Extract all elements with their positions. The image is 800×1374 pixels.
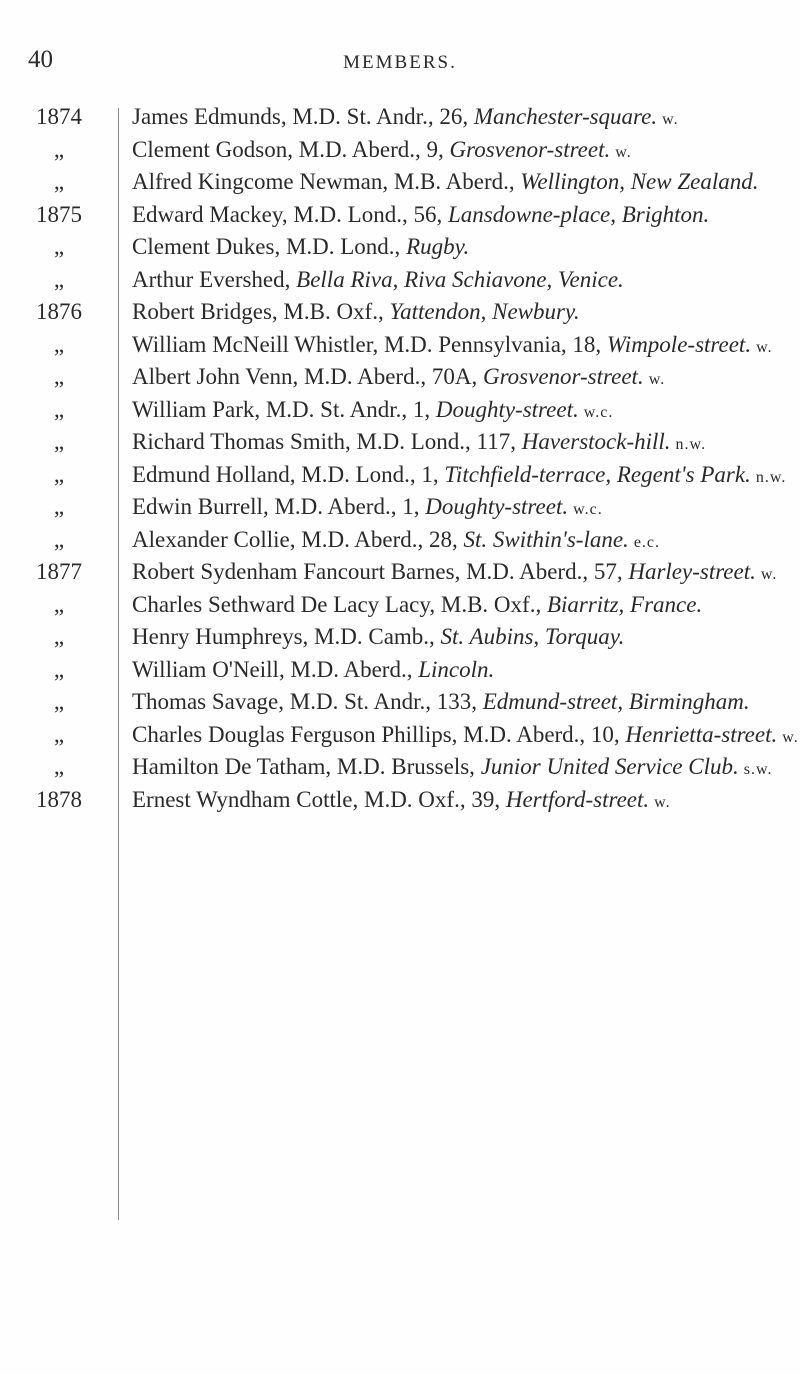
member-text (132, 752, 800, 785)
member-entry (0, 167, 800, 200)
member-entry (0, 362, 800, 395)
member-entry (0, 525, 800, 558)
member-address: Doughty-street. (435, 396, 579, 422)
member-name: Arthur Evershed, (132, 266, 297, 292)
member-address: Yattendon, Newbury. (389, 299, 580, 324)
postal-district: w. (777, 728, 799, 746)
postal-district: w. (643, 371, 666, 388)
member-address: Lincoln. (418, 656, 495, 682)
election-year: „ (53, 721, 65, 747)
election-year: „ (53, 754, 65, 779)
election-year: „ (53, 331, 65, 357)
member-address: Titchfield-terrace, Regent's Park. (444, 461, 751, 487)
member-name: William McNeill Whistler, M.D. Pennsylvania, 18, (132, 331, 607, 357)
member-name: Ernest Wyndham Cottle, M.D. Oxf., 39, (132, 786, 506, 812)
member-entry (0, 427, 800, 460)
member-name: Edward Mackey, M.D. Lond., 56, (132, 201, 448, 227)
postal-district: w.c. (568, 501, 603, 518)
member-address: Harley-street. (628, 559, 756, 584)
member-list (0, 102, 800, 817)
election-year: 1874 (36, 104, 82, 129)
member-name: William O'Neill, M.D. Aberd., (132, 656, 419, 682)
member-name: William Park, M.D. St. Andr., 1, (132, 396, 436, 422)
election-year: 1876 (36, 299, 82, 324)
member-text (132, 395, 800, 428)
member-text (132, 655, 800, 688)
member-entry (0, 557, 800, 590)
member-address: St. Swithin's-lane. (463, 526, 629, 552)
member-address: Biarritz, France. (546, 591, 703, 617)
member-name: Alexander Collie, M.D. Aberd., 28, (132, 526, 464, 552)
postal-district: w. (755, 566, 778, 583)
postal-district: n.w. (670, 436, 707, 453)
election-year: „ (53, 591, 65, 617)
member-address: St. Aubins, Torquay. (440, 624, 625, 649)
election-year: „ (53, 429, 65, 454)
member-entry (0, 200, 800, 233)
member-name: Charles Douglas Ferguson Phillips, M.D. Aberd., 10, (132, 721, 626, 747)
member-name: Edmund Holland, M.D. Lond., 1, (132, 461, 445, 487)
member-address: Wimpole-street. (606, 331, 752, 357)
election-year: „ (53, 266, 65, 292)
member-entry (0, 232, 800, 265)
member-name: Charles Sethward De Lacy Lacy, M.B. Oxf., (132, 591, 547, 617)
member-address: Lansdowne-place, Brighton. (447, 201, 710, 227)
member-address: Edmund-street, Birmingham. (482, 689, 750, 714)
member-text (132, 102, 800, 135)
election-year: „ (53, 689, 65, 714)
postal-district: w. (610, 143, 632, 161)
member-address: Wellington, New Zealand. (520, 169, 759, 194)
postal-district: w. (751, 338, 773, 356)
member-name: Clement Godson, M.D. Aberd., 9, (132, 136, 450, 162)
member-text (132, 427, 800, 460)
election-year: „ (53, 526, 65, 552)
postal-district: s.w. (738, 761, 773, 778)
member-name: Robert Sydenham Fancourt Barnes, M.D. Aberd., 57, (132, 559, 629, 584)
member-entry (0, 687, 800, 720)
member-text (132, 525, 800, 558)
election-year: „ (53, 136, 65, 162)
member-entry (0, 395, 800, 428)
election-year: 1877 (36, 559, 82, 584)
member-address: Henrietta-street. (625, 721, 778, 747)
member-text (132, 297, 800, 330)
postal-district: w. (649, 793, 671, 811)
member-text (132, 492, 800, 525)
election-year: „ (53, 234, 65, 259)
member-entry (0, 330, 800, 363)
member-entry (0, 492, 800, 525)
member-name: Henry Humphreys, M.D. Camb., (132, 624, 441, 649)
member-text (132, 200, 800, 233)
member-text (132, 135, 800, 168)
member-entry (0, 785, 800, 818)
member-address: Grosvenor-street. (449, 136, 611, 162)
member-entry (0, 622, 800, 655)
postal-district: n.w. (750, 468, 787, 486)
election-year: 1878 (36, 786, 82, 812)
member-text (132, 590, 800, 623)
member-text (132, 687, 800, 720)
member-address: Doughty-street. (425, 494, 569, 519)
postal-district: w. (657, 111, 679, 128)
election-year: „ (53, 169, 65, 194)
member-address: Haverstock-hill. (521, 429, 671, 454)
member-address: Manchester-square. (473, 104, 658, 129)
member-address: Hertford-street. (505, 786, 650, 812)
member-name: James Edmunds, M.D. St. Andr., 26, (132, 104, 474, 129)
election-year: 1875 (36, 201, 82, 227)
postal-district: w.c. (578, 403, 614, 421)
member-address: Bella Riva, Riva Schiavone, Venice. (296, 266, 624, 292)
election-year: „ (53, 624, 65, 649)
member-entry (0, 297, 800, 330)
member-name: Alfred Kingcome Newman, M.B. Aberd., (132, 169, 521, 194)
postal-district: e.c. (628, 533, 661, 551)
member-text (132, 720, 800, 753)
member-text (132, 785, 800, 818)
member-entry (0, 590, 800, 623)
member-entry (0, 720, 800, 753)
member-text (132, 362, 800, 395)
member-entry (0, 752, 800, 785)
member-name: Robert Bridges, M.B. Oxf., (132, 299, 390, 324)
election-year: „ (53, 364, 65, 389)
election-year: „ (53, 656, 65, 682)
member-entry (0, 102, 800, 135)
member-text (132, 557, 800, 590)
election-year: „ (53, 396, 65, 422)
member-text (132, 232, 800, 265)
member-name: Hamilton De Tatham, M.D. Brussels, (132, 754, 481, 779)
member-entry (0, 655, 800, 688)
member-entry (0, 265, 800, 298)
member-name: Richard Thomas Smith, M.D. Lond., 117, (132, 429, 522, 454)
member-text (132, 265, 800, 298)
member-text (132, 167, 800, 200)
running-head: MEMBERS. (343, 52, 457, 73)
member-name: Albert John Venn, M.D. Aberd., 70A, (132, 364, 483, 389)
page-number: 40 (28, 46, 53, 73)
member-text (132, 460, 800, 493)
member-text (132, 330, 800, 363)
member-entry (0, 135, 800, 168)
member-text (132, 622, 800, 655)
member-address: Junior United Service Club. (480, 754, 739, 779)
election-year: „ (53, 494, 65, 519)
member-address: Rugby. (406, 234, 470, 259)
member-entry (0, 460, 800, 493)
member-address: Grosvenor-street. (482, 364, 644, 389)
member-name: Edwin Burrell, M.D. Aberd., 1, (132, 494, 426, 519)
member-name: Thomas Savage, M.D. St. Andr., 133, (132, 689, 483, 714)
election-year: „ (53, 461, 65, 487)
member-name: Clement Dukes, M.D. Lond., (132, 234, 407, 259)
